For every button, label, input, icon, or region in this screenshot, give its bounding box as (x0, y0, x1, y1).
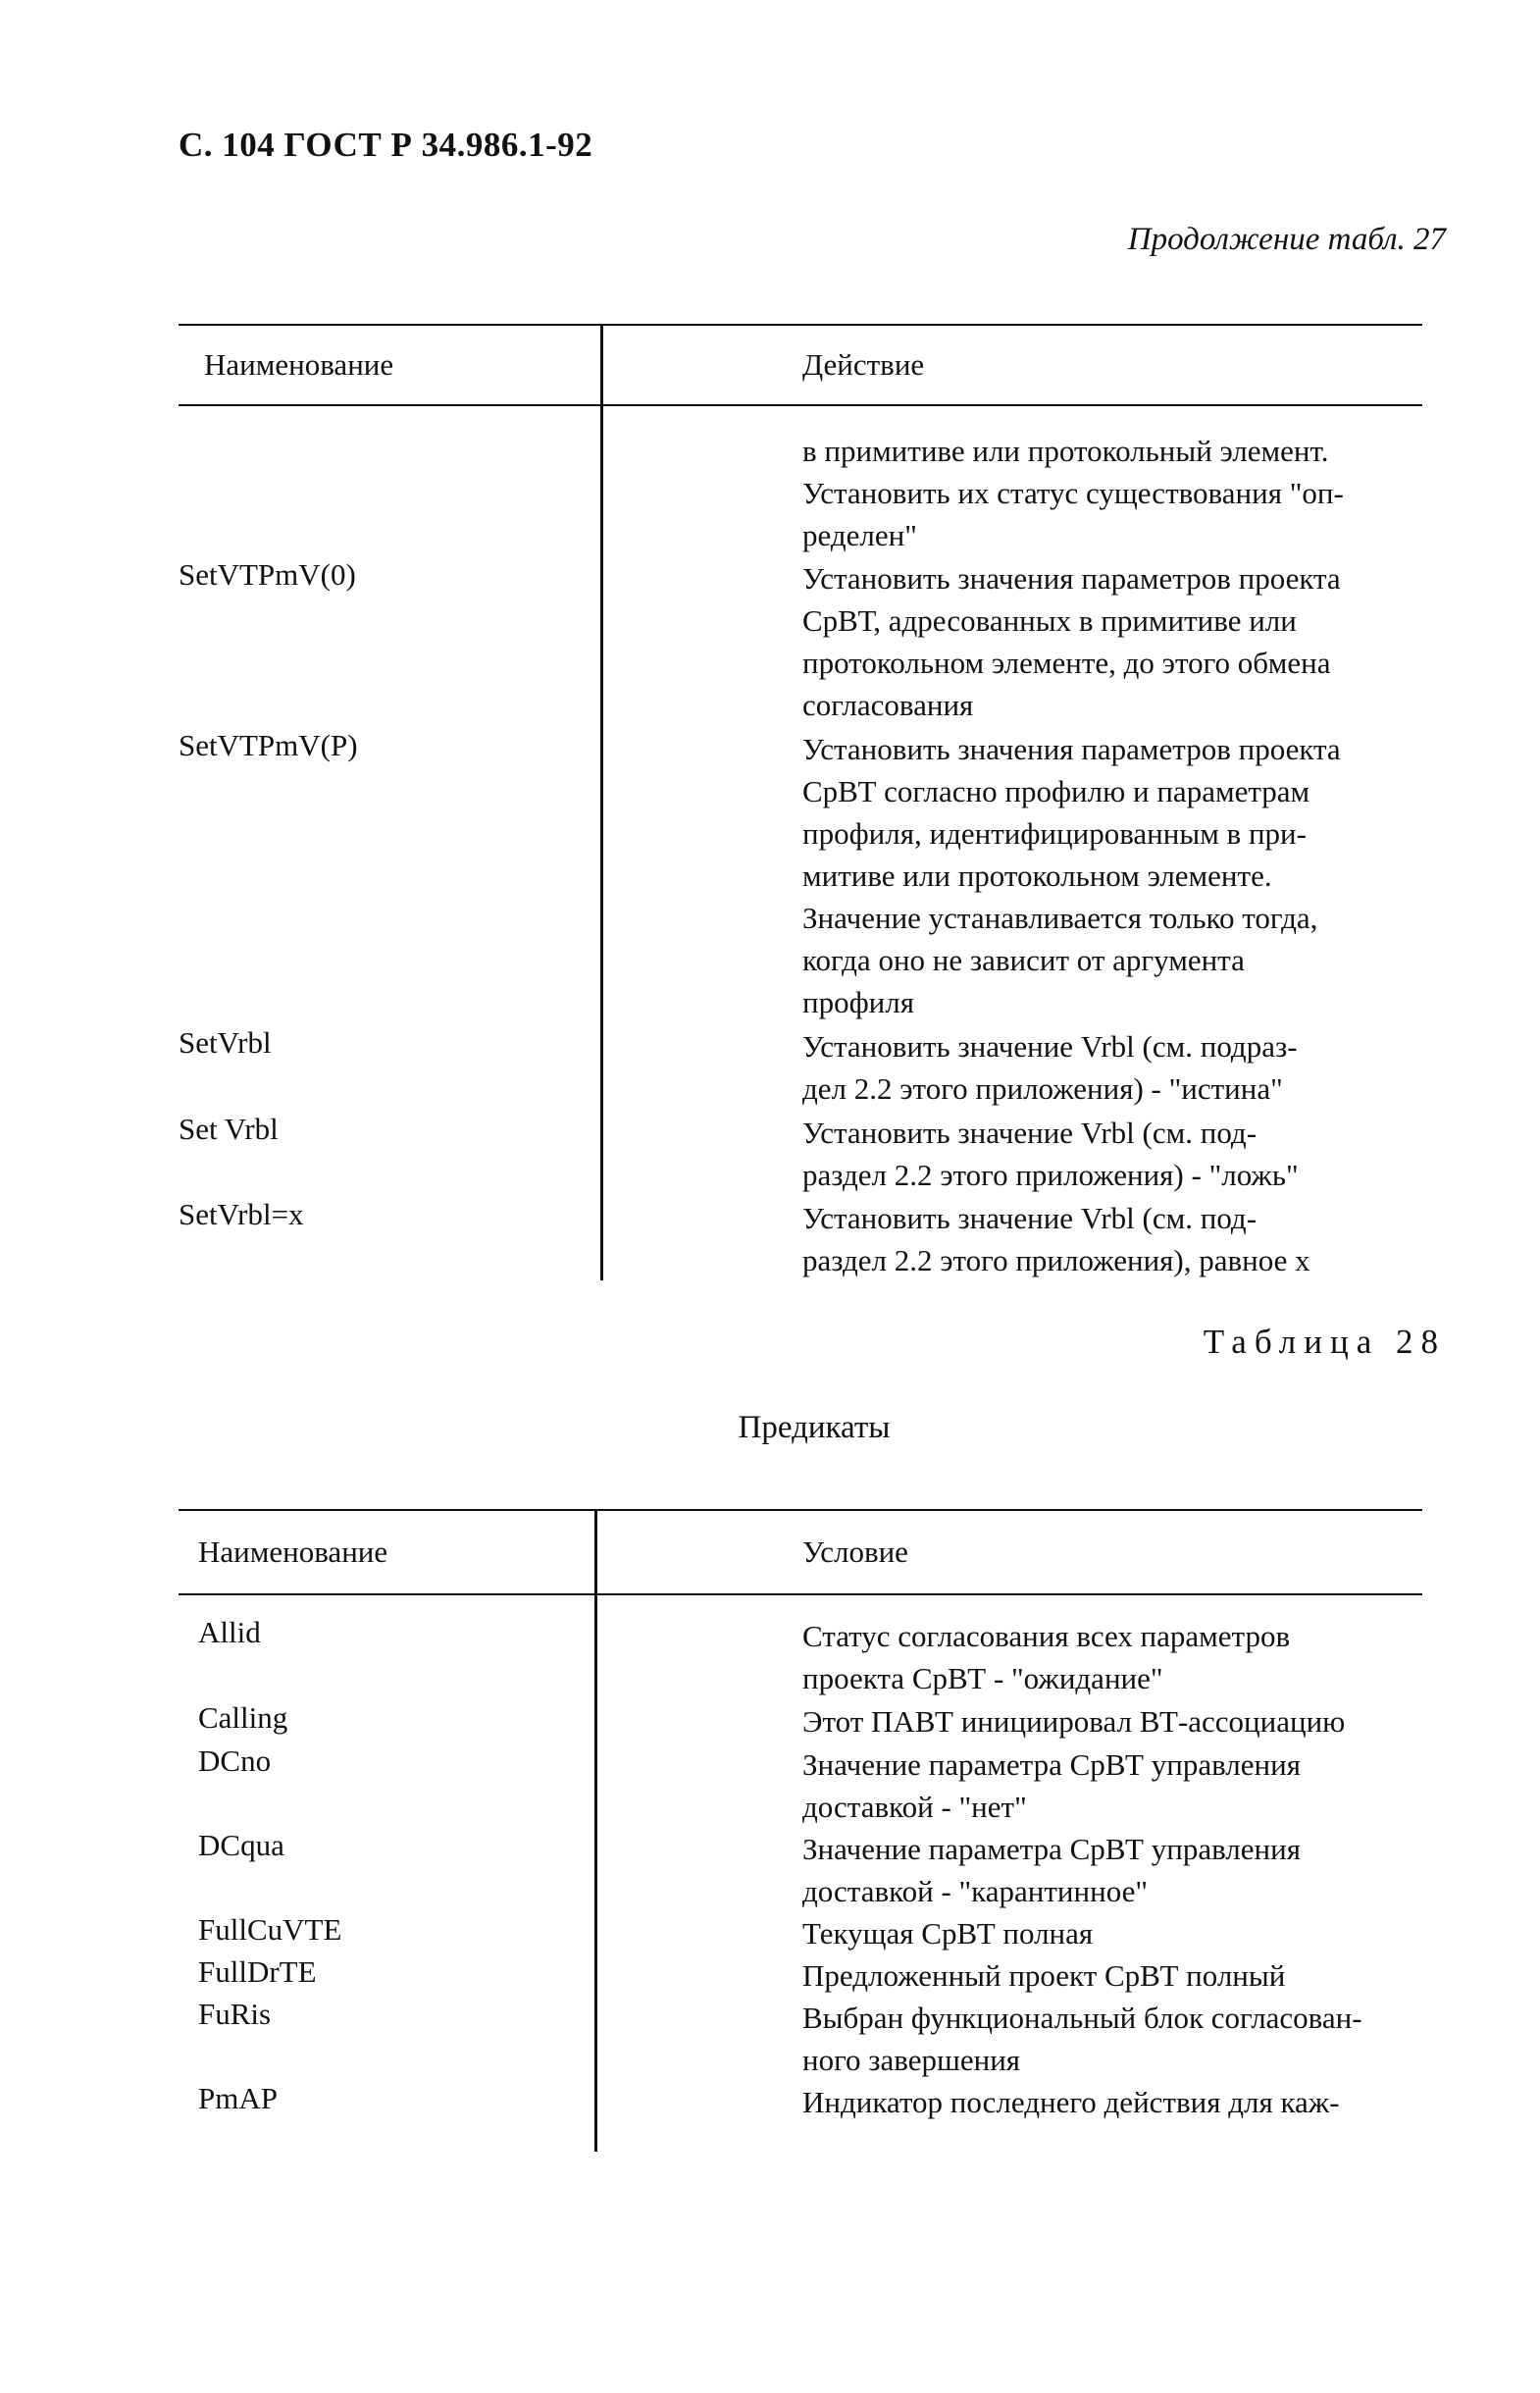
column-header-name: Наименование (198, 1535, 388, 1569)
column-header-action: Действие (802, 347, 925, 382)
row-name: Allid (198, 1615, 261, 1649)
row-condition: Индикатор последнего действия для каж- (802, 2085, 1340, 2119)
row-name: FuRis (198, 1997, 272, 2031)
row-condition: Этот ПАВТ инициировал ВТ-ассоциацию (802, 1704, 1346, 1739)
row-name: FullCuVTE (198, 1912, 342, 1947)
table-28-label: Таблица 28 (1203, 1323, 1446, 1361)
row-action: Установить значения параметров проекта СрВТ согласно профилю и параметрам профиля, идентифицированным в при- митиве или протокольном элементе. Значение устанавливается только тогда, когда оно не зависит от аргумента профиля (802, 732, 1341, 1019)
row-condition: Предложенный проект СрВТ полный (802, 1958, 1286, 1993)
row-action: в примитиве или протокольный элемент. Установить их статус существования "оп- ределен" (802, 434, 1344, 552)
row-name: Set Vrbl (179, 1112, 279, 1146)
page-header: С. 104 ГОСТ Р 34.986.1-92 (179, 126, 593, 164)
row-action: Установить значение Vrbl (см. под- раздел 2.2 этого приложения), равное x (802, 1201, 1310, 1277)
row-action: Установить значение Vrbl (см. под- раздел 2.2 этого приложения) - "ложь" (802, 1116, 1299, 1192)
column-header-name: Наименование (204, 347, 394, 382)
header-bottom-rule (179, 1593, 1422, 1595)
row-name: SetVTPmV(P) (179, 728, 358, 762)
row-name: SetVrbl (179, 1025, 272, 1060)
row-name: FullDrTE (198, 1954, 317, 1989)
column-divider (594, 1509, 597, 2152)
table-continuation-label: Продолжение табл. 27 (1127, 222, 1446, 257)
row-condition: Значение параметра СрВТ управления доставкой - "карантинное" (802, 1832, 1301, 1908)
row-condition: Выбран функциональный блок согласован- ного завершения (802, 2001, 1362, 2077)
row-name: Calling (198, 1700, 288, 1735)
row-action: Установить значение Vrbl (см. подраз- дел 2.2 этого приложения) - "истина" (802, 1029, 1298, 1106)
row-condition: Текущая СрВТ полная (802, 1916, 1094, 1951)
table-top-rule (179, 324, 1422, 326)
table-28 (179, 1509, 1422, 2157)
table-top-rule (179, 1509, 1422, 1511)
row-name: SetVTPmV(0) (179, 557, 356, 592)
column-header-condition: Условие (802, 1535, 908, 1569)
row-name: SetVrbl=x (179, 1197, 304, 1231)
row-condition: Значение параметра СрВТ управления доставкой - "нет" (802, 1747, 1301, 1824)
table-27 (179, 324, 1422, 1285)
header-bottom-rule (179, 404, 1422, 406)
row-name: PmAP (198, 2081, 278, 2115)
row-action: Установить значения параметров проекта СрВТ, адресованных в примитиве или протокольном элементе, до этого обмена согласования (802, 561, 1341, 722)
row-name: DCno (198, 1743, 272, 1778)
row-condition: Статус согласования всех параметров проекта СрВТ - "ожидание" (802, 1619, 1291, 1695)
column-divider (600, 324, 603, 1280)
row-name: DCqua (198, 1828, 284, 1862)
table-28-title: Предикаты (738, 1410, 891, 1445)
